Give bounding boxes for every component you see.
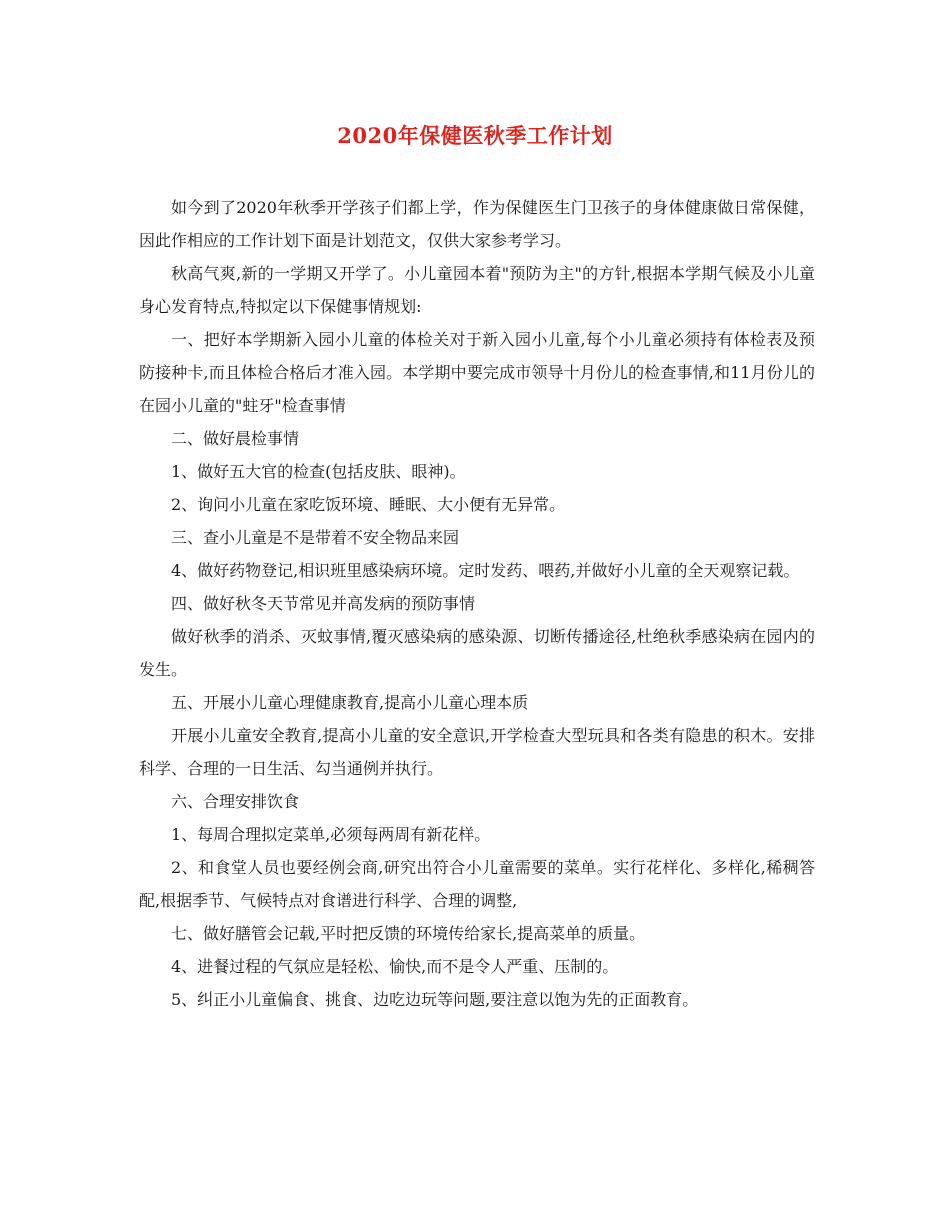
paragraph: 4、做好药物登记,相识班里感染病环境。定时发药、喂药,并做好小儿童的全天观察记载。: [171, 561, 800, 580]
paragraph: 秋高气爽,新的一学期又开学了。小儿童园本着"预防为主"的方针,根据本学期气候及小儿童身心发育特点,特拟定以下保健事情规划:: [139, 264, 815, 316]
paragraph: 开展小儿童安全教育,提高小儿童的安全意识,开学检查大型玩具和各类有隐患的积木。安排科学、合理的一日生活、勾当通例并执行。: [139, 726, 815, 778]
paragraph: 七、做好膳管会记载,平时把反馈的环境传给家长,提高菜单的质量。: [171, 924, 646, 943]
paragraph: 4、进餐过程的气氛应是轻松、愉快,而不是令人严重、压制的。: [171, 957, 619, 976]
paragraph: 五、开展小儿童心理健康教育,提高小儿童心理本质: [171, 693, 529, 712]
paragraph: 如今到了2020年秋季开学孩子们都上学，作为保健医生门卫孩子的身体健康做日常保健，因此作相应的工作计划下面是计划范文，仅供大家参考学习。: [139, 198, 815, 250]
document-body: [139, 191, 815, 1016]
paragraph: 2、询问小儿童在家吃饭环境、睡眠、大小便有无异常。: [171, 495, 566, 514]
paragraph: 5、纠正小儿童偏食、挑食、边吃边玩等问题,要注意以饱为先的正面教育。: [171, 990, 699, 1009]
paragraph: 1、做好五大官的检查(包括皮肤、眼神)。: [171, 462, 466, 481]
paragraph: 三、查小儿童是不是带着不安全物品来园: [171, 528, 460, 547]
paragraph: 二、做好晨检事情: [171, 429, 300, 448]
document-title: 2020年保健医秋季工作计划: [337, 123, 613, 148]
paragraph: 四、做好秋冬天节常见并高发病的预防事情: [171, 594, 476, 613]
paragraph: 六、合理安排饮食: [171, 792, 300, 811]
paragraph: 1、每周合理拟定菜单,必须每两周有新花样。: [171, 825, 491, 844]
paragraph: 一、把好本学期新入园小儿童的体检关对于新入园小儿童,每个小儿童必须持有体检表及预防接种卡,而且体检合格后才准入园。本学期中要完成市领导十月份儿的检查事情,和11月份儿的在园小儿童的"蛀牙"检查事情: [139, 330, 815, 415]
paragraph: 做好秋季的消杀、灭蚊事情,覆灭感染病的感染源、切断传播途径,杜绝秋季感染病在园内的发生。: [139, 627, 815, 679]
paragraph: 2、和食堂人员也要经例会商,研究出符合小儿童需要的菜单。实行花样化、多样化,稀稠答配,根据季节、气候特点对食谱进行科学、合理的调整,: [139, 858, 815, 910]
